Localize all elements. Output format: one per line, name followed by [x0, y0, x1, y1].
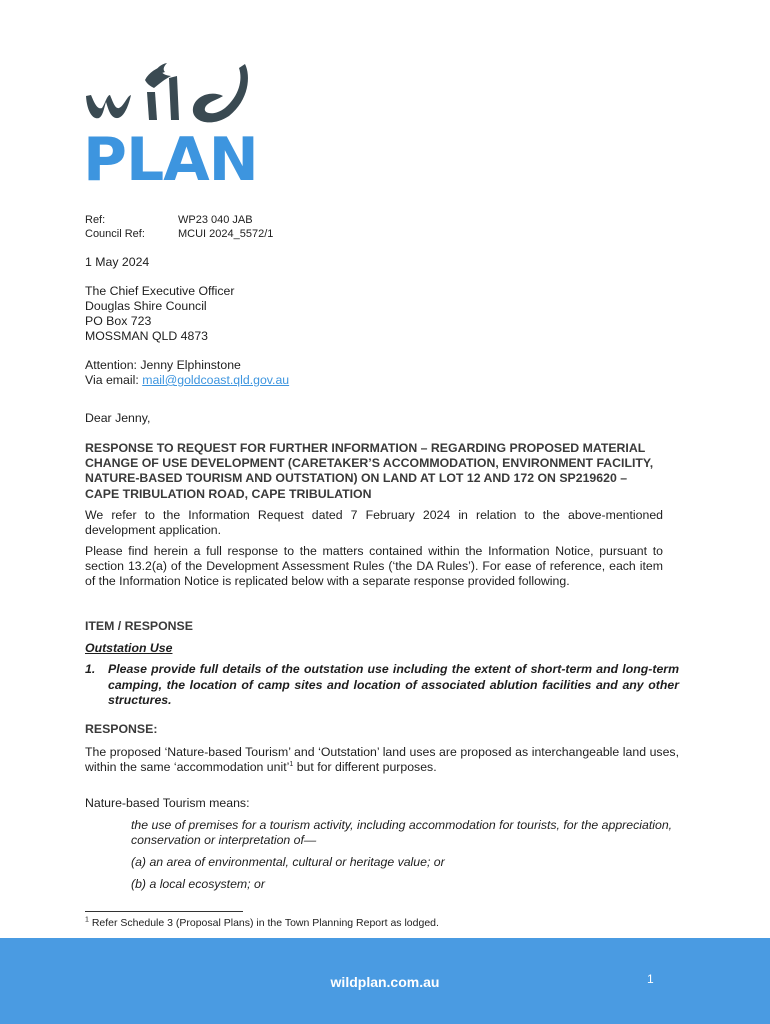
ref-value: WP23 040 JAB [178, 214, 253, 226]
page-number: 1 [647, 972, 654, 986]
email-line [85, 373, 663, 388]
address-line: PO Box 723 [85, 314, 152, 328]
response-text-end: but for different purposes. [293, 760, 437, 774]
footnote-divider [85, 911, 243, 912]
item-text: Please provide full details of the outstation use including the extent of short-term and long-term camping, the location of camp sites and location of associated ablution facilities and any other structures. [108, 662, 679, 707]
address-line: Douglas Shire Council [85, 299, 207, 313]
via-email-label: Via email: [85, 373, 139, 387]
wild-wordmark-icon [83, 62, 253, 128]
footnote-ref: 1 [289, 760, 294, 768]
ref-row [85, 213, 273, 227]
logo-plan-wordmark: PLAN [83, 125, 258, 195]
footnote [85, 917, 439, 930]
attention-block [85, 358, 663, 388]
email-link[interactable]: mail@goldcoast.qld.gov.au [142, 373, 290, 387]
council-ref-label: Council Ref: [85, 228, 145, 240]
reference-block [85, 213, 273, 241]
response-paragraph [85, 745, 679, 775]
paragraph-intro: We refer to the Information Request dated 7 February 2024 in relation to the above-mentioned development application. [85, 508, 663, 537]
footer-website-link[interactable]: wildplan.com.au [330, 974, 440, 990]
item-number: 1. [85, 662, 96, 676]
definition-quote: the use of premises for a tourism activity, including accommodation for tourists, for the appreciation, conservation or interpretation of— [131, 818, 673, 847]
address-line: The Chief Executive Officer [85, 284, 235, 298]
info-request-item-1 [85, 662, 679, 709]
outstation-use-subheading: Outstation Use [85, 641, 173, 655]
page-footer [0, 938, 770, 1024]
recipient-address [85, 284, 663, 344]
paragraph-response-overview: Please find herein a full response to the matters contained within the Information Notice, pursuant to section 13.2(a) of the Development Assessment Rules (‘the DA Rules’). For ease of reference, each item of the Information Notice is replicated below with a separate response provided following. [85, 544, 663, 588]
attention-line: Attention: Jenny Elphinstone [85, 358, 241, 372]
item-response-heading: ITEM / RESPONSE [85, 619, 193, 633]
response-text: The proposed ‘Nature-based Tourism’ and ‘Outstation’ land uses are proposed as interchangeable land uses, within the same ‘accommodation unit’ [85, 745, 679, 774]
footnote-number: 1 [85, 916, 89, 924]
address-line: MOSSMAN QLD 4873 [85, 329, 209, 343]
definition-quote-a: (a) an area of environmental, cultural or heritage value; or [131, 855, 445, 869]
ref-label: Ref: [85, 214, 106, 226]
response-heading: RESPONSE: [85, 722, 158, 736]
definition-intro: Nature-based Tourism means: [85, 796, 250, 810]
footnote-text: Refer Schedule 3 (Proposal Plans) in the Town Planning Report as lodged. [88, 917, 439, 929]
wildplan-logo [83, 62, 258, 195]
definition-quote-b: (b) a local ecosystem; or [131, 877, 265, 891]
salutation: Dear Jenny, [85, 411, 151, 425]
council-ref-value: MCUI 2024_5572/1 [178, 228, 274, 240]
letter-date: 1 May 2024 [85, 255, 150, 269]
subject-heading: RESPONSE TO REQUEST FOR FURTHER INFORMATION – REGARDING PROPOSED MATERIAL CHANGE OF USE DEVELOPMENT (CARETAKER’S ACCOMMODATION, ENVIRONMENT FACILITY, NATURE-BASED TOURISM AND OUTSTATION) ON LAND AT LOT 12 AND 172 ON SP219620 – CAPE TRIBULATION ROAD, CAPE TRIBULATION [85, 441, 654, 501]
council-ref-row [85, 227, 273, 241]
